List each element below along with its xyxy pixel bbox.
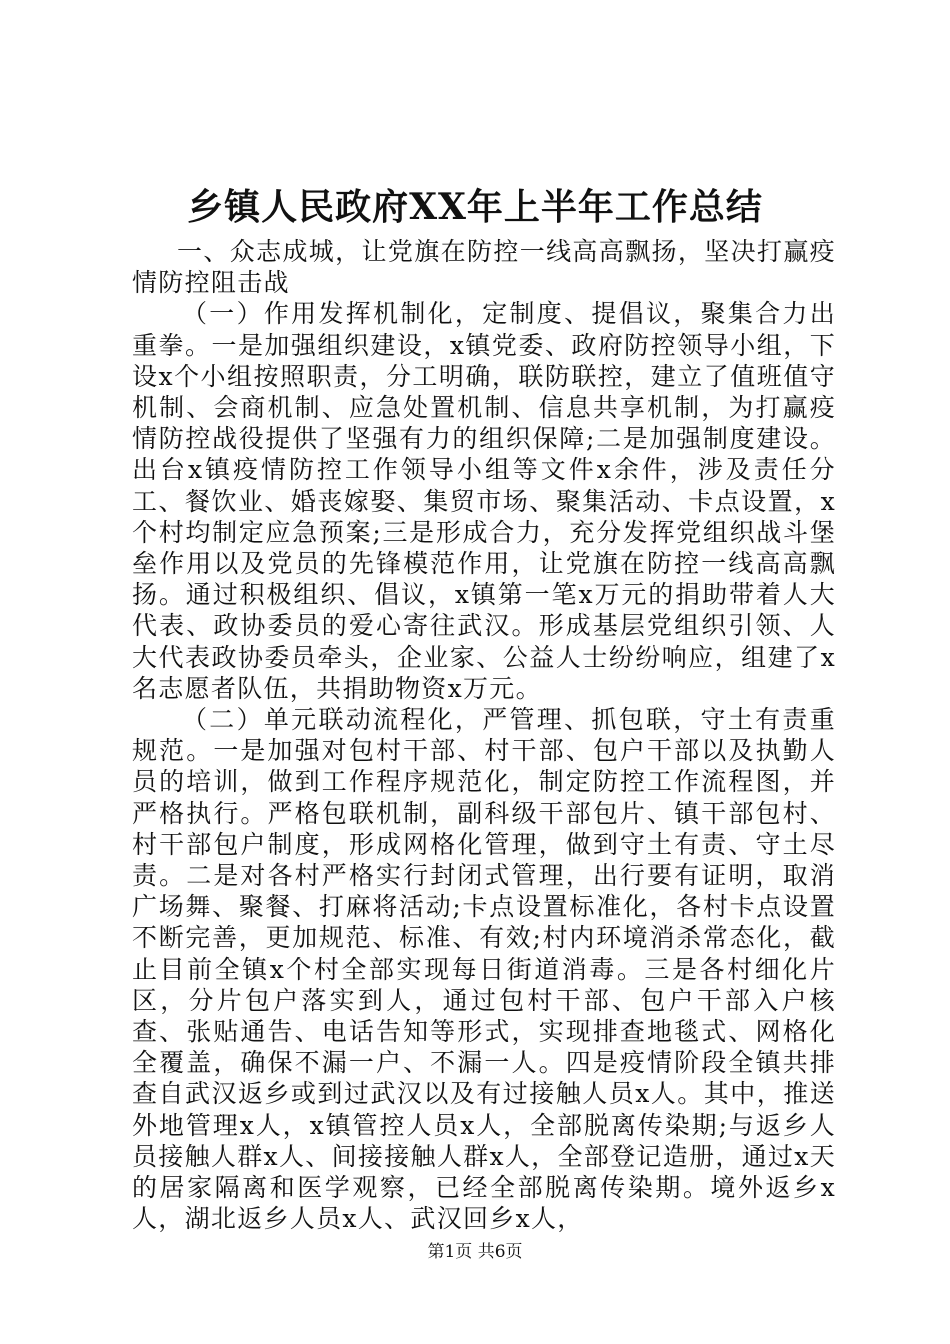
section-heading: 一、众志成城，让党旗在防控一线高高飘扬，坚决打赢疫情防控阻击战: [132, 237, 836, 298]
paragraph: （二）单元联动流程化，严管理、抓包联，守土有责重规范。一是加强对包村干部、村干部、包户干部以及执勤人员的培训，做到工作程序规范化，制定防控工作流程图，并严格执行。严格包联机制，副科级干部包片、镇干部包村、村干部包户制度，形成网格化管理，做到守土有责、守土尽责。二是对各村严格实行封闭式管理，出行要有证明，取消广场舞、聚餐、打麻将活动;卡点设置标准化，各村卡点设置不断完善，更加规范、标准、有效;村内环境消杀常态化，截止目前全镇x个村全部实现每日街道消毒。三是各村细化片区，分片包户落实到人，通过包村干部、包户干部入户核查、张贴通告、电话告知等形式，实现排查地毯式、网格化全覆盖，确保不漏一户、不漏一人。四是疫情阶段全镇共排查自武汉返乡或到过武汉以及有过接触人员x人。其中，推送外地管理x人，x镇管控人员x人，全部脱离传染期;与返乡人员接触人群x人、间接接触人群x人，全部登记造册，通过x天的居家隔离和医学观察，已经全部脱离传染期。境外返乡x人，湖北返乡人员x人、武汉回乡x人，: [132, 705, 836, 1234]
page-footer: 第1页 共6页: [427, 1242, 523, 1262]
document-title: 乡镇人民政府XX年上半年工作总结: [187, 186, 763, 228]
document-body: [132, 236, 836, 1235]
paragraph: （一）作用发挥机制化，定制度、提倡议，聚集合力出重拳。一是加强组织建设，x镇党委、政府防控领导小组，下设x个小组按照职责，分工明确，联防联控，建立了值班值守机制、会商机制、应急处置机制、信息共享机制，为打赢疫情防控战役提供了坚强有力的组织保障;二是加强制度建设。出台x镇疫情防控工作领导小组等文件x余件，涉及责任分工、餐饮业、婚丧嫁娶、集贸市场、聚集活动、卡点设置，x个村均制定应急预案;三是形成合力，充分发挥党组织战斗堡垒作用以及党员的先锋模范作用，让党旗在防控一线高高飘扬。通过积极组织、倡议，x镇第一笔x万元的捐助带着人大代表、政协委员的爱心寄往武汉。形成基层党组织引领、人大代表政协委员牵头，企业家、公益人士纷纷响应，组建了x名志愿者队伍，共捐助物资x万元。: [132, 299, 836, 703]
